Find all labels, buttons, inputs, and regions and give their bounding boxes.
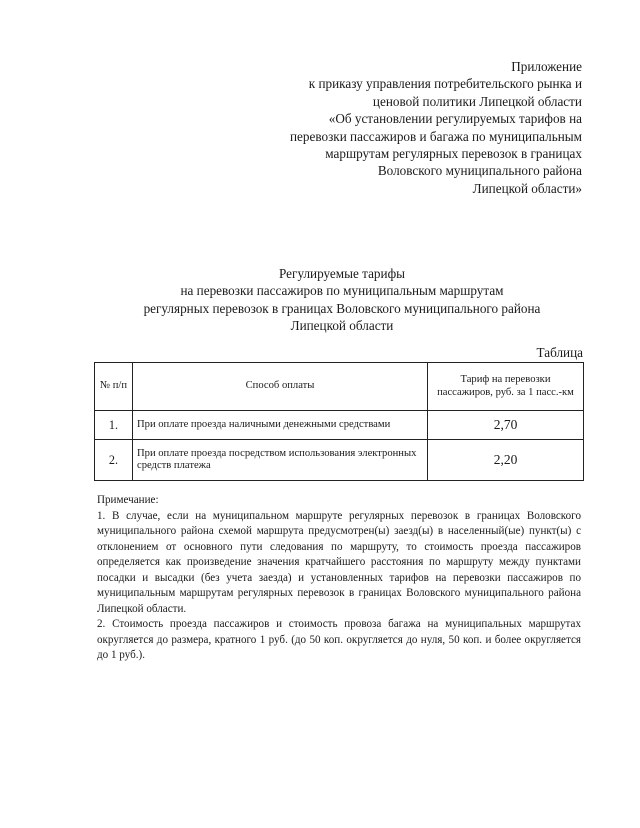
tariff-table: [94, 362, 584, 481]
row-tariff-value: 2,20: [428, 440, 584, 481]
note-item: 2. Стоимость проезда пассажиров и стоимость провоза багажа на муниципальных маршрутах округляется до размера, кратного 1 руб. (до 50 коп. округляется до нуля, 50 коп. и более округляется до 1 руб.).: [97, 618, 581, 661]
appendix-block: [252, 58, 582, 197]
title-line: Липецкой области: [290, 318, 394, 334]
appendix-line: перевозки пассажиров и багажа по муниципальным: [289, 128, 582, 144]
table-caption: Таблица: [536, 345, 583, 360]
header-number: № п/п: [95, 363, 133, 411]
row-number: 2.: [95, 440, 133, 481]
row-tariff-value: 2,70: [428, 411, 584, 440]
table-header-row: [95, 363, 584, 411]
appendix-line: «Об установлении регулируемых тарифов на: [328, 111, 582, 127]
row-payment-method: При оплате проезда посредством использования электронных средств платежа: [133, 440, 428, 481]
document-title: [0, 265, 640, 335]
appendix-line: маршрутам регулярных перевозок в границах: [325, 146, 582, 162]
appendix-line: Воловского муниципального района: [377, 163, 582, 179]
appendix-line: ценовой политики Липецкой области: [372, 93, 582, 109]
row-payment-method: При оплате проезда наличными денежными средствами: [133, 411, 428, 440]
title-line: регулярных перевозок в границах Воловского муниципального района: [143, 300, 541, 316]
appendix-line: Липецкой области»: [472, 180, 582, 196]
notes-heading: Примечание:: [97, 494, 159, 506]
table-row: [95, 411, 584, 440]
title-line: Регулируемые тарифы: [279, 266, 405, 281]
notes-block: [97, 493, 581, 664]
header-payment-method: Способ оплаты: [133, 363, 428, 411]
header-tariff: Тариф на перевозки пассажиров, руб. за 1 пасс.-км: [428, 363, 584, 411]
table-row: [95, 440, 584, 481]
title-line: на перевозки пассажиров по муниципальным маршрутам: [180, 283, 504, 299]
row-number: 1.: [95, 411, 133, 440]
appendix-line: Приложение: [511, 59, 582, 74]
note-item: 1. В случае, если на муниципальном маршруте регулярных перевозок в границах Воловского муниципального района схемой маршрута предусмотрен(ы) заезд(ы) в населенный(ые) пункт(ы) с отклонением от основного пути следования по маршруту, то стоимость проезда пассажиров определяется как произведение значения кратчайшего расстояния по маршруту между пунктами посадки и высадки (без учета заезда) и установленных тарифов на перевозки пассажиров по муниципальным маршрутам регулярных перевозок в границах Воловского муниципального района Липецкой области.: [97, 509, 581, 615]
appendix-line: к приказу управления потребительского рынка и: [308, 76, 582, 92]
